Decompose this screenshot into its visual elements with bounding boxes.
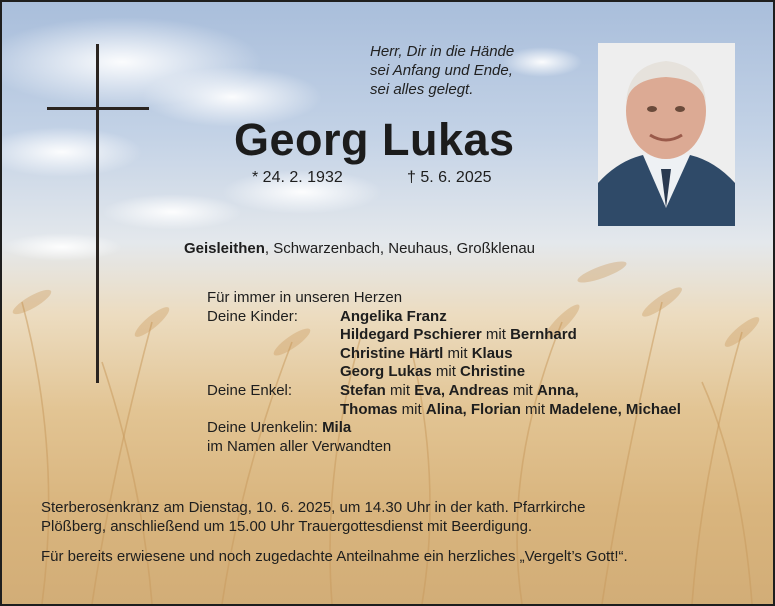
greatgrand-name: Mila <box>322 419 352 437</box>
place-main: Geisleithen <box>184 240 265 257</box>
poem <box>370 42 514 99</box>
intro-line: Für immer in unseren Herzen <box>207 289 403 306</box>
children-row <box>207 326 681 345</box>
relatives-line: im Namen aller Verwandten <box>207 437 392 455</box>
mourners-block <box>207 289 681 456</box>
greatgrand-label: Deine Urenkelin: <box>207 419 318 437</box>
child-name: Georg Lukas <box>340 363 432 381</box>
mit-text: mit <box>508 381 538 399</box>
grandchild-name: Stefan <box>340 381 386 399</box>
children-label: Deine Kinder: <box>207 307 298 325</box>
service-line: Sterberosenkranz am Dienstag, 10. 6. 2025, um 14.30 Uhr in der kath. Pfarrkirche <box>41 499 586 516</box>
child-name: Angelika Franz <box>340 307 447 325</box>
child-name: Christine Härtl <box>340 344 444 362</box>
partner-name: Bernhard <box>510 326 577 344</box>
mit-text: mit <box>520 400 550 418</box>
deceased-name: Georg Lukas <box>234 114 515 165</box>
poem-line: sei Anfang und Ende, <box>370 62 513 79</box>
places-line <box>184 240 535 257</box>
children-row <box>207 363 681 382</box>
mit-text: mit <box>397 400 426 418</box>
children-row <box>207 308 681 327</box>
grandchild-name: Thomas <box>340 400 398 418</box>
death-date: † 5. 6. 2025 <box>407 169 492 186</box>
partner-name: Anna, <box>537 381 579 399</box>
spacer <box>41 536 628 547</box>
places-rest: , Schwarzenbach, Neuhaus, Großklenau <box>264 240 536 257</box>
partner-name: Madelene, Michael <box>549 400 681 418</box>
greatgrandchild-row <box>207 419 681 438</box>
portrait-photo <box>598 43 735 226</box>
partner-name: Klaus <box>471 344 513 362</box>
children-row <box>207 345 681 364</box>
poem-line: Herr, Dir in die Hände <box>370 43 515 60</box>
grandchildren-row <box>207 382 681 401</box>
cross-icon-bar <box>47 107 149 110</box>
grandchildren-row <box>207 401 681 420</box>
cross-icon <box>96 44 99 383</box>
birth-date: * 24. 2. 1932 <box>252 169 343 186</box>
service-line: Plößberg, anschließend um 15.00 Uhr Trauergottesdienst mit Beerdigung. <box>41 518 533 535</box>
grandchild-name: Eva, Andreas <box>414 381 509 399</box>
thanks-line: Für bereits erwiesene und noch zugedachte Anteilnahme ein herzliches „Vergelt’s Gott!“. <box>41 548 628 565</box>
partner-name: Christine <box>460 363 526 381</box>
mit-text: mit <box>481 326 511 344</box>
grandchildren-label: Deine Enkel: <box>207 381 293 399</box>
mit-text: mit <box>431 363 461 381</box>
grandchild-name: Alina, Florian <box>425 400 521 418</box>
footer-text <box>41 498 628 566</box>
poem-line: sei alles gelegt. <box>370 81 474 98</box>
mit-text: mit <box>385 381 415 399</box>
mit-text: mit <box>443 344 472 362</box>
child-name: Hildegard Pschierer <box>340 326 482 344</box>
